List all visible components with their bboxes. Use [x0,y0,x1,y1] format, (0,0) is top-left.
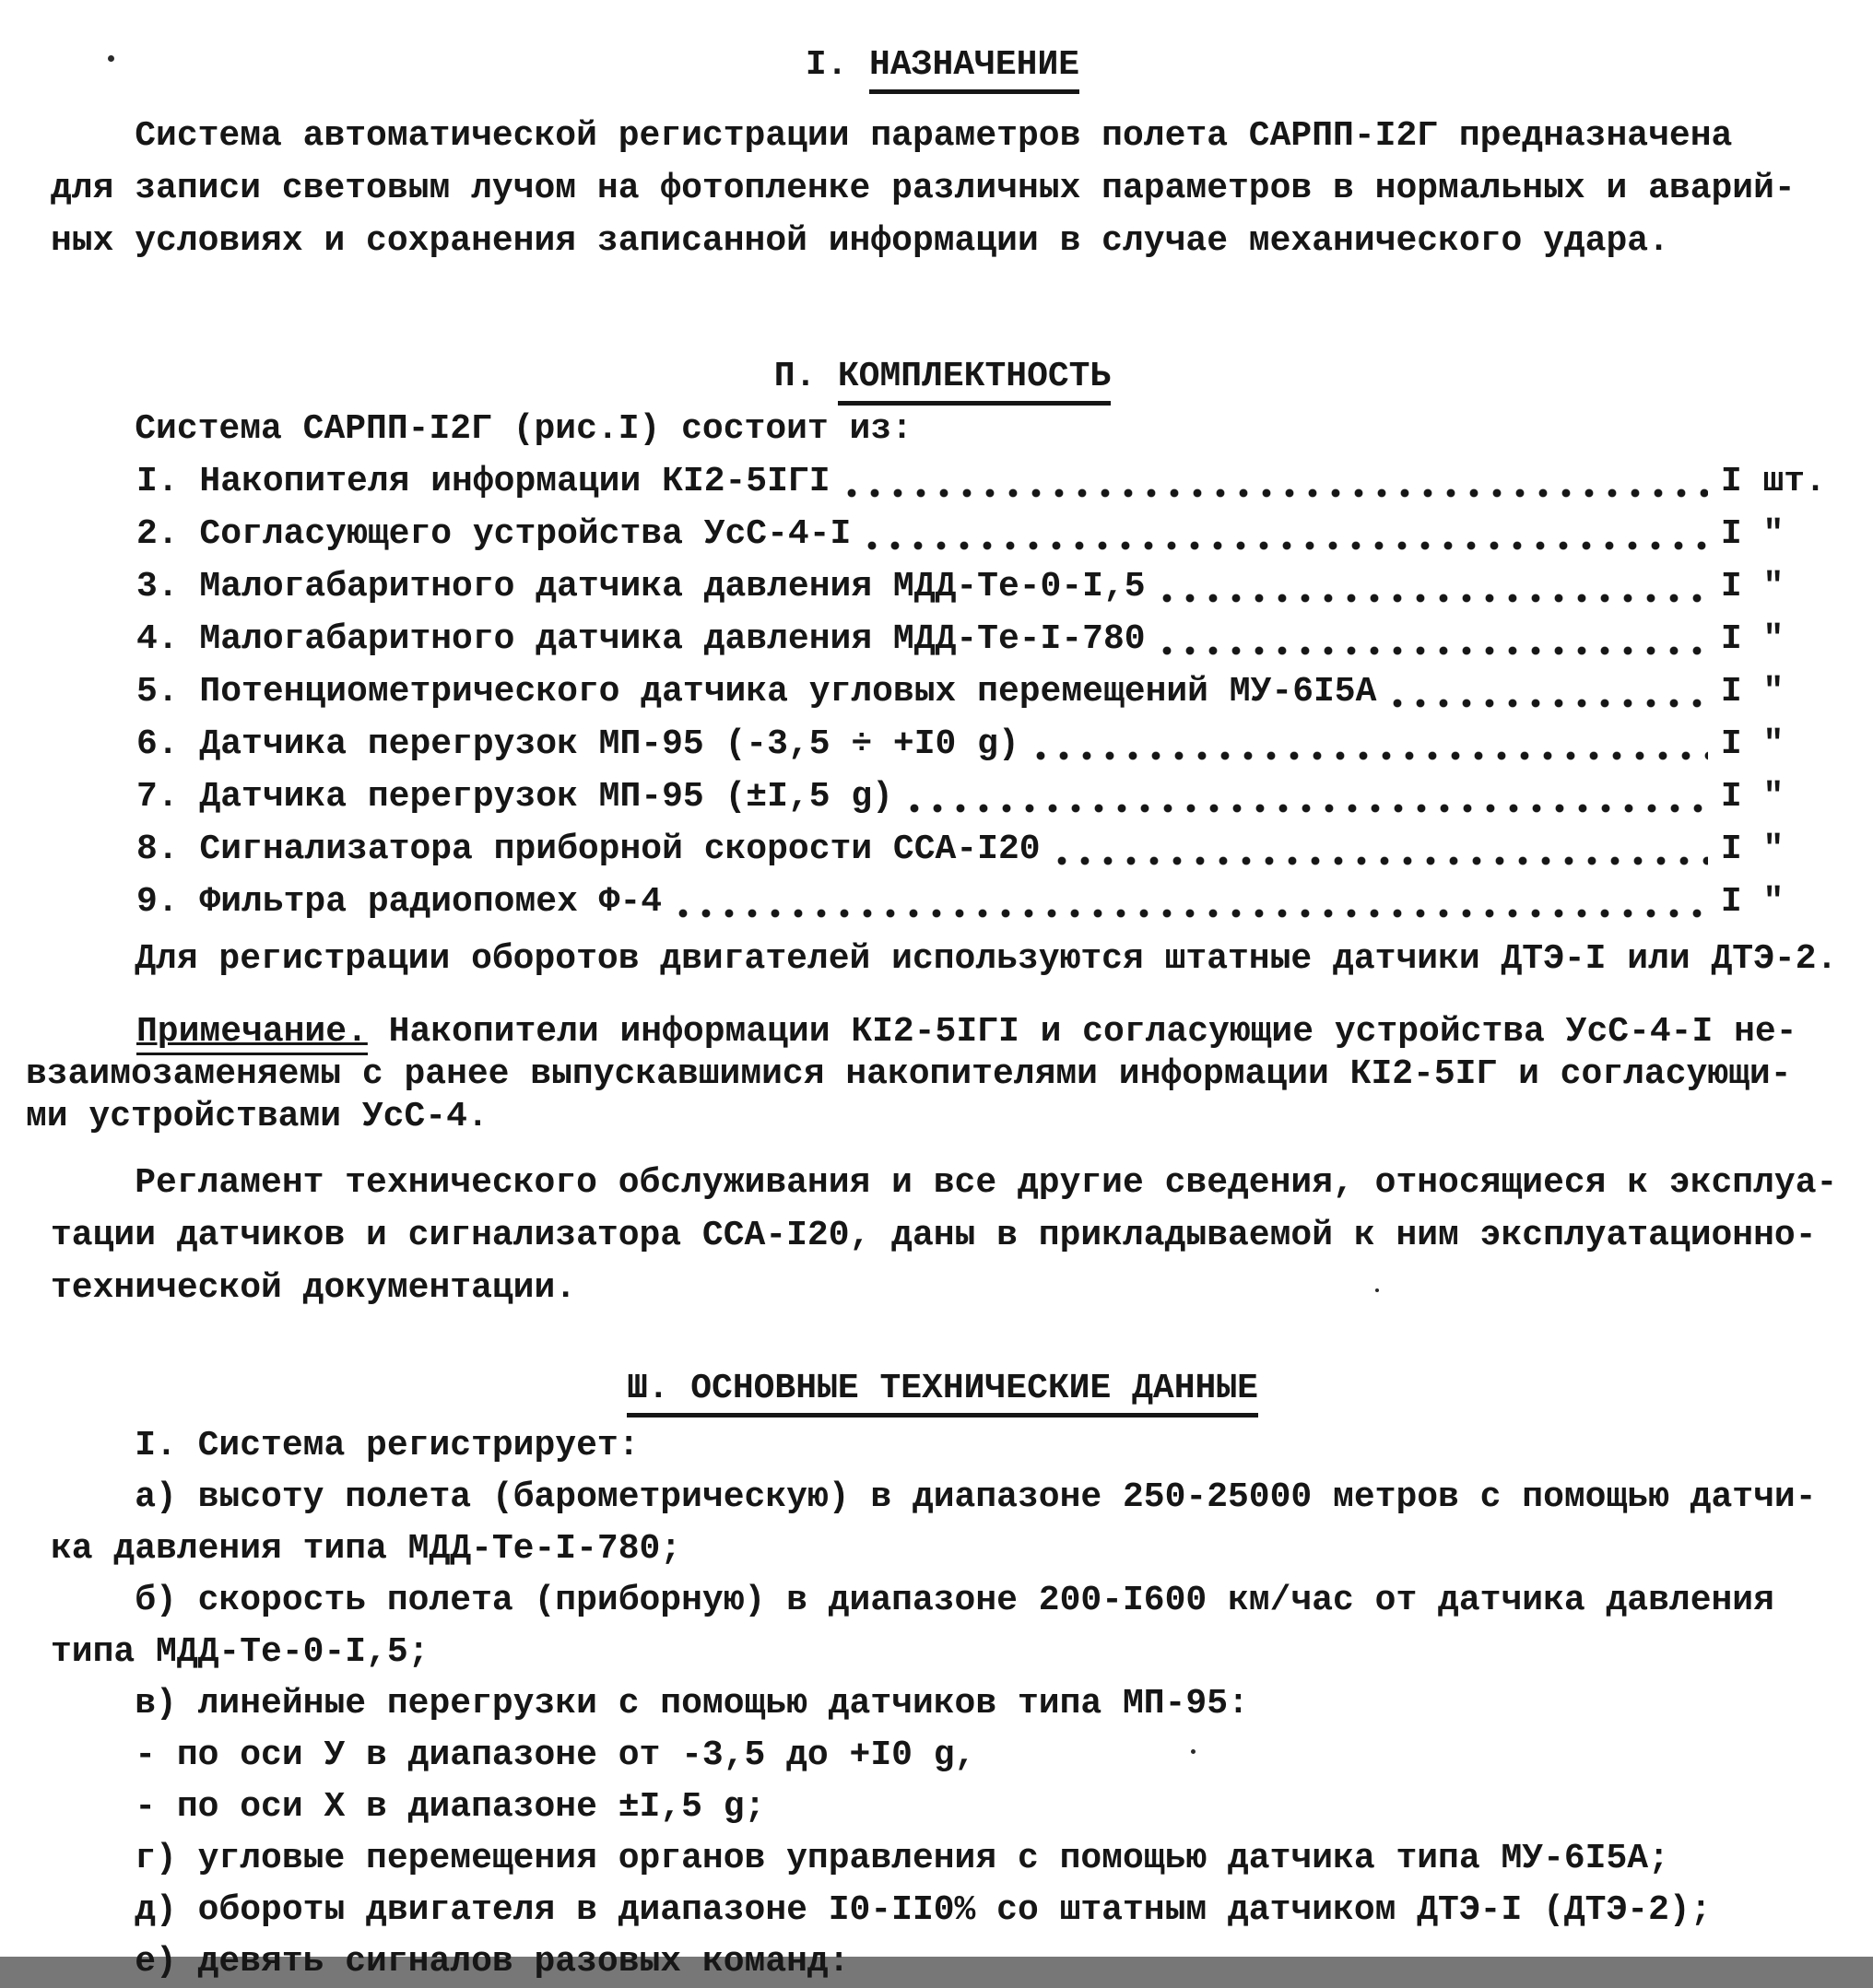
text-line: б) скорость полета (приборную) в диапазоне 200-I600 км/час от датчика давления [51,1581,1774,1620]
equipment-item-label: 7. Датчика перегрузок МП-95 (±I,5 g) [136,777,893,817]
dot-leader [1057,855,1708,866]
text-line: Регламент технического обслуживания и все другие сведения, относящиеся к эксплуа- [51,1163,1838,1203]
equipment-item-row [136,560,1834,613]
equipment-item-quantity: I " [1720,777,1785,817]
section-2-heading [51,350,1834,403]
section-2-intro-line: Система САРПП-I2Г (рис.I) состоит из: [51,409,913,449]
note-block [26,1011,1834,1138]
note-line [26,1011,1834,1053]
note-line: ми устройствами УсС-4. [26,1097,489,1136]
equipment-item-label: 6. Датчика перегрузок МП-95 (-3,5 ÷ +I0 g) [136,724,1019,764]
equipment-item-quantity: I " [1720,619,1785,659]
equipment-item-label: 4. Малогабаритного датчика давления МДД-Те-I-780 [136,619,1146,659]
equipment-item-row [136,665,1834,718]
note-line: взаимозаменяемы с ранее выпускавшимися накопителями информации КI2-5IГ и согласующи- [26,1054,1792,1094]
equipment-item-row [136,876,1834,928]
maintenance-paragraph [51,1157,1838,1314]
text-line: ных условиях и сохранения записанной информации в случае механического удара. [51,221,1669,261]
section-3-heading [51,1362,1834,1415]
text-line: технической документации. [51,1268,577,1308]
scan-speck [1375,1288,1379,1292]
equipment-list [51,455,1834,928]
equipment-item-quantity: I " [1720,882,1785,922]
text-line: г) угловые перемещения органов управления с помощью датчика типа МУ-6I5А; [51,1839,1669,1878]
note-text: Накопители информации КI2-5IГI и согласующие устройства УсС-4-I не- [367,1012,1797,1052]
equipment-item-label: 9. Фильтра радиопомех Ф-4 [136,882,663,922]
dot-leader [867,540,1708,551]
text-line: ка давления типа МДД-Те-I-780; [51,1529,682,1569]
section-3-number: Ш. [627,1369,669,1408]
dot-leader [1162,645,1708,656]
equipment-item-quantity: I шт. [1720,462,1826,501]
text-line: - по оси Х в диапазоне ±I,5 g; [51,1787,766,1827]
note-label: Примечание. [136,1012,368,1055]
sensors-paragraph: Для регистрации оборотов двигателей используются штатные датчики ДТЭ-I или ДТЭ-2. [51,939,1838,979]
equipment-item-row [136,718,1834,770]
technical-data-list [51,1420,1834,1988]
dot-leader [1162,593,1708,604]
text-line: д) обороты двигателя в диапазоне I0-II0% со штатным датчиком ДТЭ-I (ДТЭ-2); [51,1890,1712,1930]
section-3-title: ОСНОВНЫЕ ТЕХНИЧЕСКИЕ ДАННЫЕ [690,1369,1258,1408]
text-line: Система автоматической регистрации параметров полета САРПП-I2Г предназначена [51,116,1733,156]
section-1-number: I. [805,45,848,85]
dot-leader [1036,750,1708,761]
section-2-number: П. [773,357,817,396]
equipment-item-label: 2. Согласующего устройства УсС-4-I [136,514,852,554]
section-2-title: КОМПЛЕКТНОСТЬ [838,357,1111,406]
section-1-paragraph [51,110,1834,267]
equipment-item-label: 5. Потенциометрического датчика угловых перемещений МУ-6I5А [136,672,1377,712]
equipment-item-quantity: I " [1720,672,1785,712]
text-line: - по оси У в диапазоне от -3,5 до +I0 g, [51,1735,976,1775]
text-line: для записи световым лучом на фотопленке различных параметров в нормальных и аварий- [51,169,1796,208]
dot-leader [1393,698,1707,709]
equipment-item-row [136,770,1834,823]
section-1-heading [51,39,1834,91]
equipment-item-label: 8. Сигнализатора приборной скорости ССА-I20 [136,829,1041,869]
equipment-item-row [136,613,1834,665]
text-line: е) девять сигналов разовых команд: [51,1942,850,1982]
dot-leader [910,803,1708,814]
dot-leader [678,908,1708,919]
dot-leader [847,488,1708,499]
scan-speck [108,55,114,62]
equipment-item-label: I. Накопителя информации КI2-5IГI [136,462,830,501]
text-line: I. Система регистрирует: [51,1426,640,1465]
text-line: тации датчиков и сигнализатора ССА-I20, даны в прикладываемой к ним эксплуатационно- [51,1216,1817,1255]
equipment-item-quantity: I " [1720,514,1785,554]
equipment-item-row [136,508,1834,560]
text-line: в) линейные перегрузки с помощью датчиков типа МП-95: [51,1684,1249,1723]
equipment-item-quantity: I " [1720,724,1785,764]
section-1-title: НАЗНАЧЕНИЕ [869,45,1079,94]
text-line: а) высоту полета (барометрическую) в диапазоне 250-25000 метров с помощью датчи- [51,1477,1817,1517]
equipment-item-quantity: I " [1720,829,1785,869]
section-3-heading-text [627,1369,1258,1417]
scan-speck [1191,1749,1196,1754]
equipment-item-quantity: I " [1720,567,1785,606]
equipment-item-row [136,823,1834,876]
text-line: типа МДД-Те-0-I,5; [51,1632,430,1672]
equipment-item-row [136,455,1834,508]
equipment-item-label: 3. Малогабаритного датчика давления МДД-Те-0-I,5 [136,567,1146,606]
